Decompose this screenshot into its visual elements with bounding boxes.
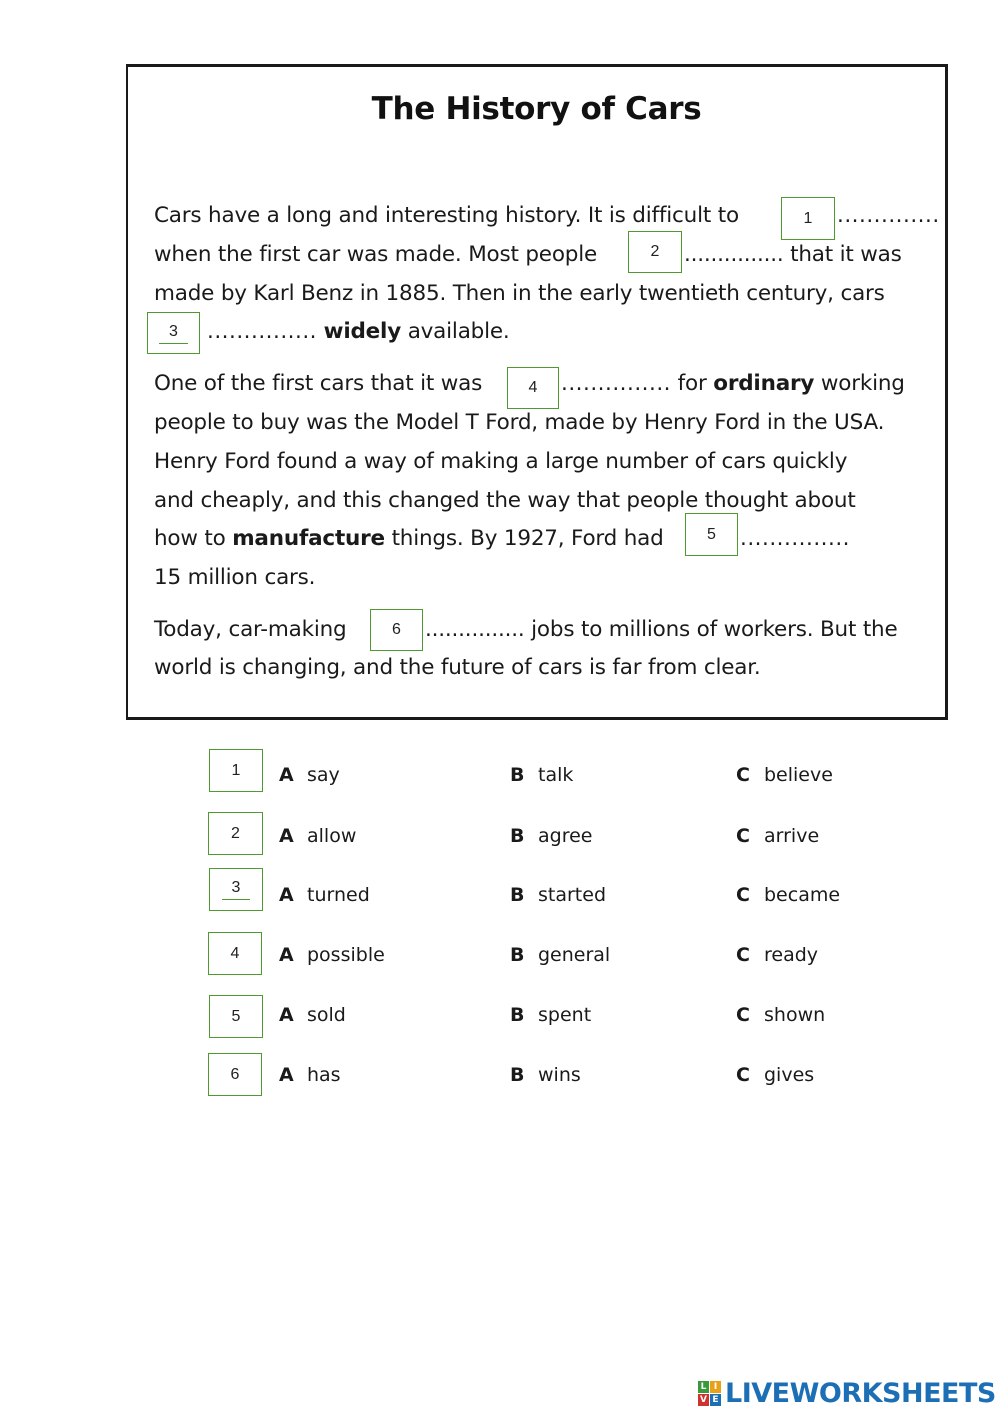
option-word: became [764,884,841,906]
option-word: started [538,884,607,906]
option-b [510,1064,581,1086]
row-number: 1 [231,761,241,779]
option-letter: A [279,1004,294,1026]
logo-mark-letter: V [698,1394,709,1406]
blank-dots: ............... [740,526,851,551]
passage-line [561,371,905,396]
passage-text: Henry Ford found a way of making a large number of cars quickly [154,449,848,474]
page-title: The History of Cars [371,91,702,127]
passage-text: Cars have a long and interesting history. It is difficult to [154,203,739,228]
passage-line [154,488,856,513]
gap-6-input[interactable] [370,609,423,651]
gap-number: 3 [159,323,188,344]
passage-text: things. By 1927, Ford had [391,526,664,551]
liveworksheets-logo [698,1378,996,1408]
passage-text: ............... jobs to millions of workers. But the [425,617,898,642]
passage-line [154,242,597,267]
option-a [279,764,340,786]
option-letter: A [279,825,294,847]
passage-line [154,449,847,474]
blank-dots: ............... [561,371,672,396]
passage-line [425,617,898,642]
gap-number: 6 [392,621,401,638]
option-word: allow [307,825,357,847]
option-word: wins [538,1064,581,1086]
option-letter: A [279,884,294,906]
logo-mark-letter: E [710,1394,721,1406]
option-row-6-answer-box[interactable] [208,1053,262,1096]
option-b [510,825,592,847]
option-letter: C [736,764,750,786]
option-word: possible [307,944,385,966]
row-number: 6 [230,1065,240,1083]
passage-text: Today, car-making [154,617,347,642]
option-word: general [538,944,611,966]
option-row-1-answer-box[interactable] [209,749,263,792]
option-a [279,1064,341,1086]
gap-1-input[interactable] [781,197,835,240]
option-letter: B [510,1064,525,1086]
gap-number: 2 [650,243,660,260]
gap-5-input[interactable] [685,513,738,556]
passage-line [154,565,315,590]
option-word: arrive [764,825,820,847]
option-row-2-answer-box[interactable] [208,812,263,855]
option-letter: C [736,825,750,847]
option-b [510,1004,591,1026]
option-word: agree [538,825,593,847]
option-c [736,764,833,786]
option-b [510,764,573,786]
option-b [510,884,606,906]
row-number: 3 [222,879,251,900]
passage-line [684,242,902,267]
logo-mark-letter: L [698,1381,709,1393]
option-a [279,944,385,966]
option-letter: A [279,764,294,786]
option-word: believe [764,764,833,786]
option-letter: B [510,1004,525,1026]
option-letter: B [510,944,525,966]
option-word: talk [538,764,574,786]
option-word: gives [764,1064,815,1086]
option-word: shown [764,1004,826,1026]
passage-text: for [677,371,707,396]
gap-3-input[interactable] [147,312,200,354]
passage-line [154,281,885,306]
option-word: spent [538,1004,592,1026]
passage-line [154,526,664,551]
passage-text: ............... that it was [684,242,902,267]
option-a [279,825,356,847]
option-letter: C [736,1064,750,1086]
option-a [279,884,370,906]
passage-text: 15 million cars. [154,565,316,590]
option-row-3-answer-box[interactable] [209,868,263,911]
option-row-5-answer-box[interactable] [209,995,263,1038]
option-letter: A [279,1064,294,1086]
option-c [736,884,840,906]
passage-text: available. [407,319,510,344]
passage-text: people to buy was the Model T Ford, made by Henry Ford in the USA. [154,410,885,435]
passage-text: working [820,371,905,396]
option-letter: B [510,825,525,847]
gap-number: 1 [803,209,813,227]
gap-number: 5 [707,525,716,543]
row-number: 2 [231,824,240,842]
option-letter: C [736,944,750,966]
passage-text: ordinary [713,371,815,396]
passage-text: made by Karl Benz in 1885. Then in the early twentieth century, cars [154,281,885,306]
passage-dots [740,526,850,551]
gap-2-input[interactable] [628,231,682,273]
option-letter: C [736,884,750,906]
passage-text: world is changing, and the future of cars is far from clear. [154,655,761,680]
passage-text: manufacture [232,526,385,551]
option-word: sold [307,1004,346,1026]
passage-text: how to [154,526,226,551]
option-word: ready [764,944,819,966]
blank-dots: ............... [207,319,318,344]
passage-text: and cheaply, and this changed the way that people thought about [154,488,856,513]
passage-line [154,655,761,680]
gap-number: 4 [528,379,538,396]
option-letter: B [510,884,525,906]
option-a [279,1004,346,1026]
option-c [736,944,818,966]
passage-line [154,410,884,435]
option-word: say [307,764,340,786]
passage-line [154,617,346,642]
option-c [736,825,819,847]
option-word: has [307,1064,341,1086]
passage-text: One of the first cars that it was [154,371,483,396]
option-word: turned [307,884,370,906]
passage-dots [837,203,940,228]
row-number: 4 [230,944,240,962]
blank-dots: .............. [837,203,940,228]
passage-line [154,203,739,228]
passage-line [207,319,510,344]
option-letter: B [510,764,525,786]
option-c [736,1064,814,1086]
passage-line [154,371,482,396]
option-letter: C [736,1004,750,1026]
logo-text: LIVEWORKSHEETS [725,1377,996,1409]
logo-mark-letter: I [710,1381,721,1393]
passage-text: widely [323,319,402,344]
passage-text: when the first car was made. Most people [154,242,598,267]
option-b [510,944,610,966]
logo-mark-icon [698,1381,721,1406]
row-number: 5 [231,1007,241,1025]
gap-4-input[interactable] [507,367,559,409]
option-letter: A [279,944,294,966]
option-row-4-answer-box[interactable] [208,932,262,975]
option-c [736,1004,825,1026]
